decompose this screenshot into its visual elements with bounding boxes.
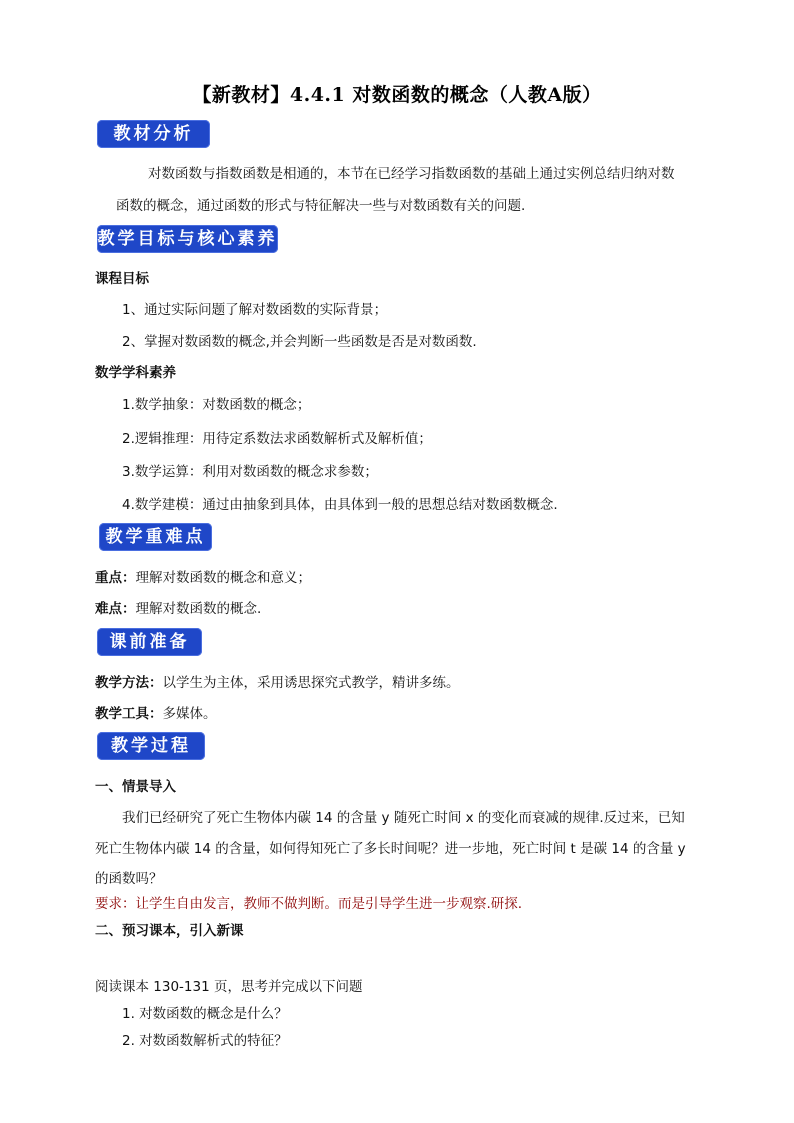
difficulty-line [95,597,261,617]
tools-text: 多媒体。 [162,706,217,722]
method-label: 教学方法： [95,675,163,691]
analysis-paragraph-line1: 对数函数与指数函数是相通的，本节在已经学习指数函数的基础上通过实例总结归纳对数 [148,166,675,182]
literacy-item: 3.数学运算：利用对数函数的概念求参数； [122,464,378,480]
difficulty-label: 难点： [95,601,136,617]
section-badge-preparation: 课前准备 [97,628,202,656]
method-line [95,671,460,691]
part1-heading: 一、情景导入 [95,779,176,795]
focus-text: 理解对数函数的概念和意义； [135,570,311,586]
analysis-paragraph-line2: 函数的概念，通过函数的形式与特征解决一些与对数函数有关的问题. [116,198,526,214]
part1-paragraph-line2: 死亡生物体内碳 14 的含量，如何得知死亡了多长时间呢？进一步地，死亡时间 t 是碳 14 的含量 y [95,841,686,857]
part1-paragraph-line1: 我们已经研究了死亡生物体内碳 14 的含量 y 随死亡时间 x 的变化而衰减的规律.反过来，已知 [122,810,685,826]
focus-label: 重点： [95,570,136,586]
literacy-item: 2.逻辑推理：用待定系数法求函数解析式及解析值； [122,431,432,447]
course-goals-heading: 课程目标 [95,271,149,287]
part1-paragraph-line3: 的函数吗？ [95,871,163,887]
requirement-note: 要求：让学生自由发言，教师不做判断。而是引导学生进一步观察.研探. [95,896,523,912]
tools-label: 教学工具： [95,706,163,722]
literacy-item: 1.数学抽象：对数函数的概念； [122,397,311,413]
document-title: 【新教材】4.4.1 对数函数的概念（人教A版） [192,84,602,106]
tools-line [95,702,217,722]
question-item: 1. 对数函数的概念是什么？ [122,1006,288,1022]
section-badge-goals: 教学目标与核心素养 [97,225,278,253]
section-badge-analysis: 教材分析 [97,120,210,148]
reading-intro: 阅读课本 130-131 页，思考并完成以下问题 [95,979,363,995]
focus-line [95,566,311,586]
section-badge-process: 教学过程 [97,732,205,760]
section-badge-key-points: 教学重难点 [99,523,212,551]
literacy-item: 4.数学建模：通过由抽象到具体，由具体到一般的思想总结对数函数概念. [122,497,558,513]
difficulty-text: 理解对数函数的概念. [135,601,262,617]
literacy-heading: 数学学科素养 [95,365,176,381]
method-text: 以学生为主体，采用诱思探究式教学，精讲多练。 [162,675,460,691]
course-goal-item: 2、掌握对数函数的概念,并会判断一些函数是否是对数函数. [122,334,477,350]
question-item: 2. 对数函数解析式的特征？ [122,1033,288,1049]
part2-heading: 二、预习课本，引入新课 [95,923,244,939]
course-goal-item: 1、通过实际问题了解对数函数的实际背景； [122,302,388,318]
